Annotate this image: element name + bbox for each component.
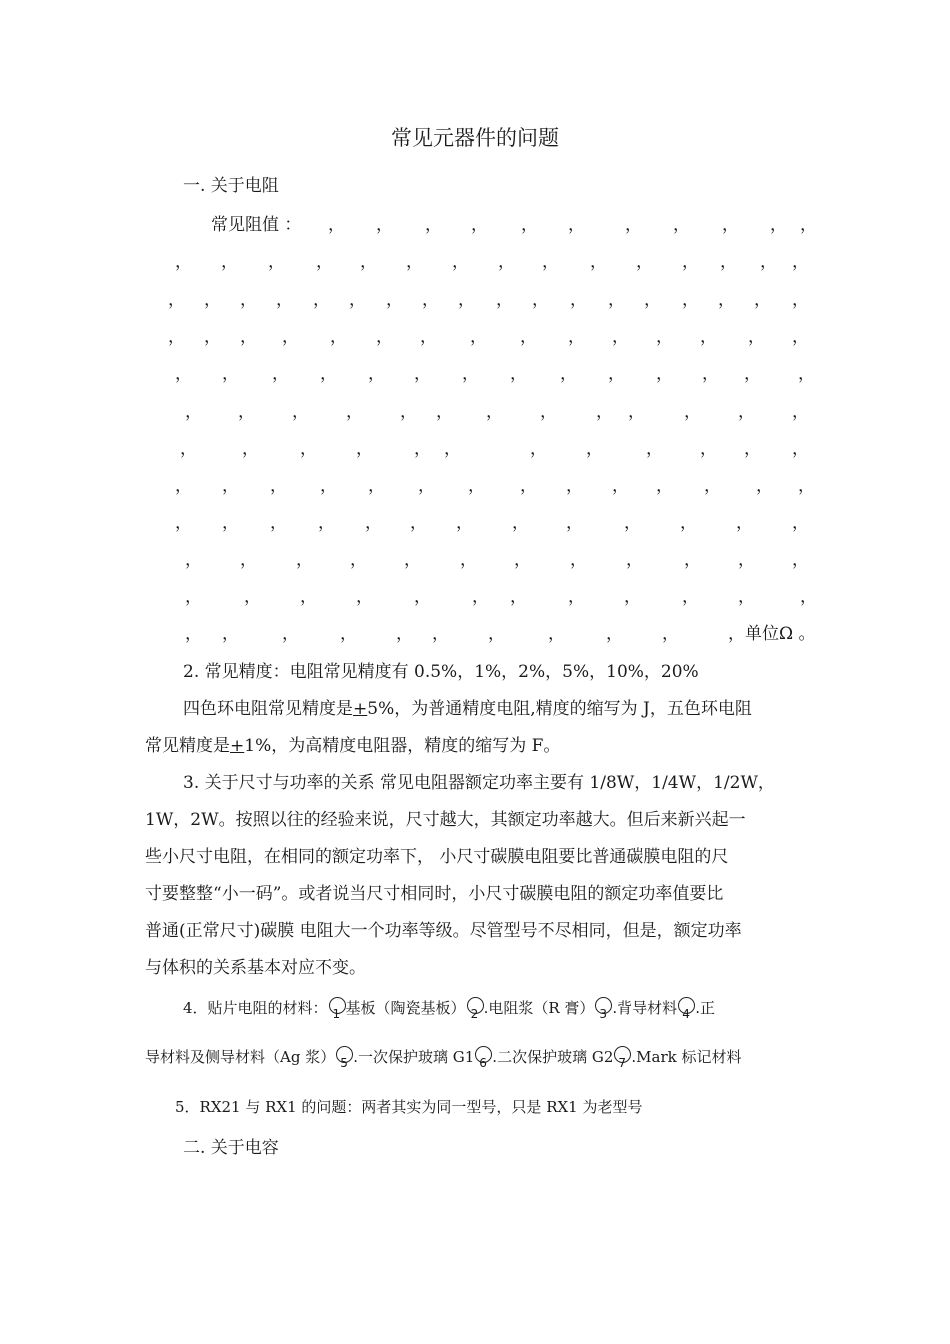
- value-separator: ，: [542, 252, 559, 272]
- value-separator: ，: [596, 402, 613, 422]
- value-separator: ，: [368, 364, 385, 384]
- rx-models-line: 5．RX21 与 RX1 的问题：两者其实为同一型号，只是 RX1 为老型号: [175, 1098, 643, 1116]
- value-separator: ，: [350, 550, 367, 570]
- value-separator: ，: [204, 290, 221, 310]
- value-separator: ，: [360, 252, 377, 272]
- value-separator: ，: [313, 290, 330, 310]
- value-separator: ，: [736, 513, 753, 533]
- precision-line-2-start: 四色环电阻常见精度是: [183, 699, 353, 719]
- value-separator: ，: [458, 290, 475, 310]
- value-separator: ，: [792, 402, 809, 422]
- value-separator: ，: [168, 290, 185, 310]
- value-separator: ，: [425, 215, 442, 235]
- value-separator: ，: [270, 513, 287, 533]
- value-separator: ，: [682, 587, 699, 607]
- value-separator: ，: [800, 215, 817, 235]
- value-separator: ，: [510, 364, 527, 384]
- value-separator: ，: [222, 624, 239, 644]
- value-separator: ，: [792, 252, 809, 272]
- value-separator: ，: [800, 587, 817, 607]
- value-separator: ，: [590, 252, 607, 272]
- value-separator: ，: [356, 439, 373, 459]
- circled-number-icon: 6: [474, 1046, 492, 1070]
- value-separator: ，: [420, 327, 437, 347]
- material-label: 基板（陶瓷基板）: [345, 999, 466, 1017]
- value-separator: ，: [471, 215, 488, 235]
- value-separator: ，: [532, 290, 549, 310]
- value-separator: ，: [414, 439, 431, 459]
- value-separator: ，: [276, 290, 293, 310]
- value-separator: ，: [684, 550, 701, 570]
- value-separator: ，: [368, 476, 385, 496]
- value-separator: ，: [320, 476, 337, 496]
- value-separator: ，: [568, 327, 585, 347]
- value-separator: ，: [185, 587, 202, 607]
- value-separator: ，: [422, 290, 439, 310]
- unit-text: ，单位Ω 。: [728, 624, 816, 644]
- value-separator: ，: [624, 513, 641, 533]
- value-separator: ，: [185, 624, 202, 644]
- value-separator: ，: [540, 402, 557, 422]
- value-separator: ，: [608, 364, 625, 384]
- value-separator: ，: [268, 252, 285, 272]
- value-separator: ，: [792, 327, 809, 347]
- power-line: 1W，2W。按照以往的经验来说，尺寸越大，其额定功率越大。但后来新兴起一: [145, 810, 746, 830]
- value-separator: ，: [386, 290, 403, 310]
- precision-line-3: [145, 731, 560, 756]
- value-separator: ，: [608, 290, 625, 310]
- value-separator: ，: [376, 327, 393, 347]
- value-separator: ，: [175, 252, 192, 272]
- value-separator: ，: [240, 290, 257, 310]
- section-heading-resistor: 一. 关于电阻: [183, 176, 279, 196]
- value-separator: ，: [748, 327, 765, 347]
- value-separator: ，: [521, 215, 538, 235]
- value-separator: ，: [180, 439, 197, 459]
- value-separator: ，: [365, 513, 382, 533]
- value-separator: ，: [700, 327, 717, 347]
- value-separator: ，: [328, 215, 345, 235]
- value-separator: ，: [300, 439, 317, 459]
- value-separator: ，: [410, 513, 427, 533]
- value-separator: ，: [185, 402, 202, 422]
- material-label: .二次保护玻璃 G2: [492, 1048, 614, 1066]
- value-separator: ，: [222, 476, 239, 496]
- value-separator: ，: [444, 439, 461, 459]
- value-separator: ，: [744, 364, 761, 384]
- value-separator: ，: [624, 587, 641, 607]
- value-separator: ，: [626, 550, 643, 570]
- value-separator: ，: [318, 513, 335, 533]
- value-separator: ，: [662, 624, 679, 644]
- value-separator: ，: [340, 624, 357, 644]
- power-line: 与体积的关系基本对应不变。: [145, 958, 366, 978]
- value-separator: ，: [240, 550, 257, 570]
- value-separator: ，: [436, 402, 453, 422]
- value-separator: ，: [718, 290, 735, 310]
- value-separator: ，: [566, 476, 583, 496]
- value-separator: ，: [512, 513, 529, 533]
- value-separator: ，: [586, 439, 603, 459]
- value-separator: ，: [346, 402, 363, 422]
- value-separator: ，: [754, 290, 771, 310]
- value-separator: ，: [175, 364, 192, 384]
- material-label: .正: [695, 999, 715, 1017]
- value-separator: ，: [792, 439, 809, 459]
- value-separator: ，: [514, 550, 531, 570]
- value-separator: ，: [636, 252, 653, 272]
- value-separator: ，: [644, 290, 661, 310]
- value-separator: ，: [175, 513, 192, 533]
- value-separator: ，: [238, 402, 255, 422]
- value-separator: ，: [175, 476, 192, 496]
- value-separator: ，: [472, 587, 489, 607]
- value-separator: ，: [798, 364, 815, 384]
- value-separator: ，: [570, 290, 587, 310]
- value-separator: ，: [222, 513, 239, 533]
- value-separator: ，: [404, 550, 421, 570]
- power-line: 寸要整整“小一码”。或者说当尺寸相同时，小尺寸碳膜电阻的额定功率值要比: [145, 884, 724, 904]
- value-separator: ，: [680, 513, 697, 533]
- value-separator: ，: [452, 252, 469, 272]
- value-separator: ，: [300, 587, 317, 607]
- value-separator: ，: [320, 364, 337, 384]
- value-separator: ，: [560, 364, 577, 384]
- value-separator: ，: [798, 476, 815, 496]
- precision-line-3-start: 常见精度是: [145, 736, 230, 756]
- power-line: 普通(正常尺寸)碳膜 电阻大一个功率等级。尽管型号不尽相同，但是，额定功率: [145, 921, 742, 941]
- value-separator: ，: [406, 252, 423, 272]
- value-separator: ，: [738, 587, 755, 607]
- value-separator: ，: [330, 327, 347, 347]
- power-line: 3. 关于尺寸与功率的关系 常见电阻器额定功率主要有 1/8W，1/4W，1/2W，: [183, 773, 775, 793]
- value-separator: ，: [222, 364, 239, 384]
- value-separator: ，: [520, 476, 537, 496]
- value-separator: ，: [296, 550, 313, 570]
- value-separator: ，: [792, 290, 809, 310]
- precision-line-1: 2. 常见精度：电阻常见精度有 0.5%，1%，2%，5%，10%，20%: [183, 662, 699, 682]
- value-separator: ，: [700, 439, 717, 459]
- value-separator: ，: [704, 476, 721, 496]
- value-separator: ，: [498, 252, 515, 272]
- value-separator: ，: [656, 327, 673, 347]
- material-label: .电阻浆（R 膏）: [483, 999, 595, 1017]
- value-separator: ，: [744, 439, 761, 459]
- value-separator: ，: [376, 215, 393, 235]
- value-separator: ，: [168, 327, 185, 347]
- value-separator: ，: [282, 327, 299, 347]
- value-separator: ，: [221, 252, 238, 272]
- value-separator: ，: [792, 513, 809, 533]
- value-separator: ，: [568, 215, 585, 235]
- value-separator: ，: [520, 327, 537, 347]
- value-separator: ，: [738, 402, 755, 422]
- circled-number-icon: 2: [466, 997, 484, 1021]
- value-separator: ，: [272, 364, 289, 384]
- value-separator: ，: [456, 513, 473, 533]
- value-separator: ，: [240, 327, 257, 347]
- value-separator: ，: [242, 439, 259, 459]
- value-separator: ，: [244, 587, 261, 607]
- value-separator: ，: [770, 215, 787, 235]
- section-heading-capacitor: 二. 关于电容: [183, 1138, 279, 1158]
- value-separator: ，: [568, 587, 585, 607]
- materials-intro: 4．贴片电阻的材料：: [183, 999, 328, 1017]
- value-separator: ，: [722, 215, 739, 235]
- value-separator: ，: [418, 476, 435, 496]
- value-separator: ，: [349, 290, 366, 310]
- value-separator: ，: [486, 402, 503, 422]
- value-separator: ，: [612, 476, 629, 496]
- value-separator: ，: [400, 402, 417, 422]
- material-label: .Mark 标记材料: [631, 1048, 742, 1066]
- resistance-values-label: 常见阻值 ：: [211, 215, 302, 235]
- value-separator: ，: [396, 624, 413, 644]
- power-line: 些小尺寸电阻，在相同的额定功率下， 小尺寸碳膜电阻要比普通碳膜电阻的尺: [145, 847, 729, 867]
- value-separator: ，: [570, 550, 587, 570]
- value-separator: ，: [625, 215, 642, 235]
- value-separator: ，: [682, 290, 699, 310]
- value-separator: ，: [468, 476, 485, 496]
- material-label: .背导材料: [612, 999, 678, 1017]
- value-separator: ，: [738, 550, 755, 570]
- material-label: .一次保护玻璃 G1: [353, 1048, 475, 1066]
- circled-number-icon: 5: [335, 1046, 353, 1070]
- value-separator: ，: [496, 290, 513, 310]
- value-separator: ，: [756, 476, 773, 496]
- value-separator: ，: [656, 364, 673, 384]
- plus-minus-sign: +: [353, 699, 368, 719]
- value-separator: ，: [414, 364, 431, 384]
- material-label: 导材料及侧导材料（Ag 浆）: [145, 1048, 336, 1066]
- value-separator: ，: [566, 513, 583, 533]
- value-separator: ，: [510, 587, 527, 607]
- value-separator: ，: [673, 215, 690, 235]
- value-separator: ，: [684, 402, 701, 422]
- value-separator: ，: [682, 252, 699, 272]
- circled-number-icon: 4: [677, 997, 695, 1021]
- value-separator: ，: [470, 327, 487, 347]
- precision-line-2-end: 5%，为普通精度电阻,精度的缩写为 J，五色环电阻: [367, 699, 752, 719]
- value-separator: ，: [462, 364, 479, 384]
- value-separator: ，: [204, 327, 221, 347]
- value-separator: ，: [185, 550, 202, 570]
- value-separator: ，: [460, 550, 477, 570]
- circled-number-icon: 1: [328, 997, 346, 1021]
- materials-line-2: [145, 1046, 741, 1070]
- precision-line-2: [183, 694, 752, 719]
- value-separator: ，: [414, 587, 431, 607]
- value-separator: ，: [488, 624, 505, 644]
- value-separator: ，: [792, 550, 809, 570]
- circled-number-icon: 7: [613, 1046, 631, 1070]
- value-separator: ，: [646, 439, 663, 459]
- page-title: 常见元器件的问题: [391, 126, 559, 150]
- value-separator: ，: [702, 364, 719, 384]
- value-separator: ，: [720, 252, 737, 272]
- value-separator: ，: [612, 327, 629, 347]
- materials-line-1: [183, 997, 715, 1021]
- value-separator: ，: [530, 439, 547, 459]
- value-separator: ，: [282, 624, 299, 644]
- value-separator: ，: [760, 252, 777, 272]
- value-separator: ，: [628, 402, 645, 422]
- value-separator: ，: [316, 252, 333, 272]
- circled-number-icon: 3: [594, 997, 612, 1021]
- precision-line-3-end: 1%，为高精度电阻器，精度的缩写为 F。: [244, 736, 561, 756]
- value-separator: ，: [292, 402, 309, 422]
- value-separator: ，: [356, 587, 373, 607]
- value-separator: ，: [606, 624, 623, 644]
- value-separator: ，: [270, 476, 287, 496]
- value-separator: ，: [548, 624, 565, 644]
- value-separator: ，: [656, 476, 673, 496]
- value-separator: ，: [432, 624, 449, 644]
- plus-minus-sign: +: [230, 736, 245, 756]
